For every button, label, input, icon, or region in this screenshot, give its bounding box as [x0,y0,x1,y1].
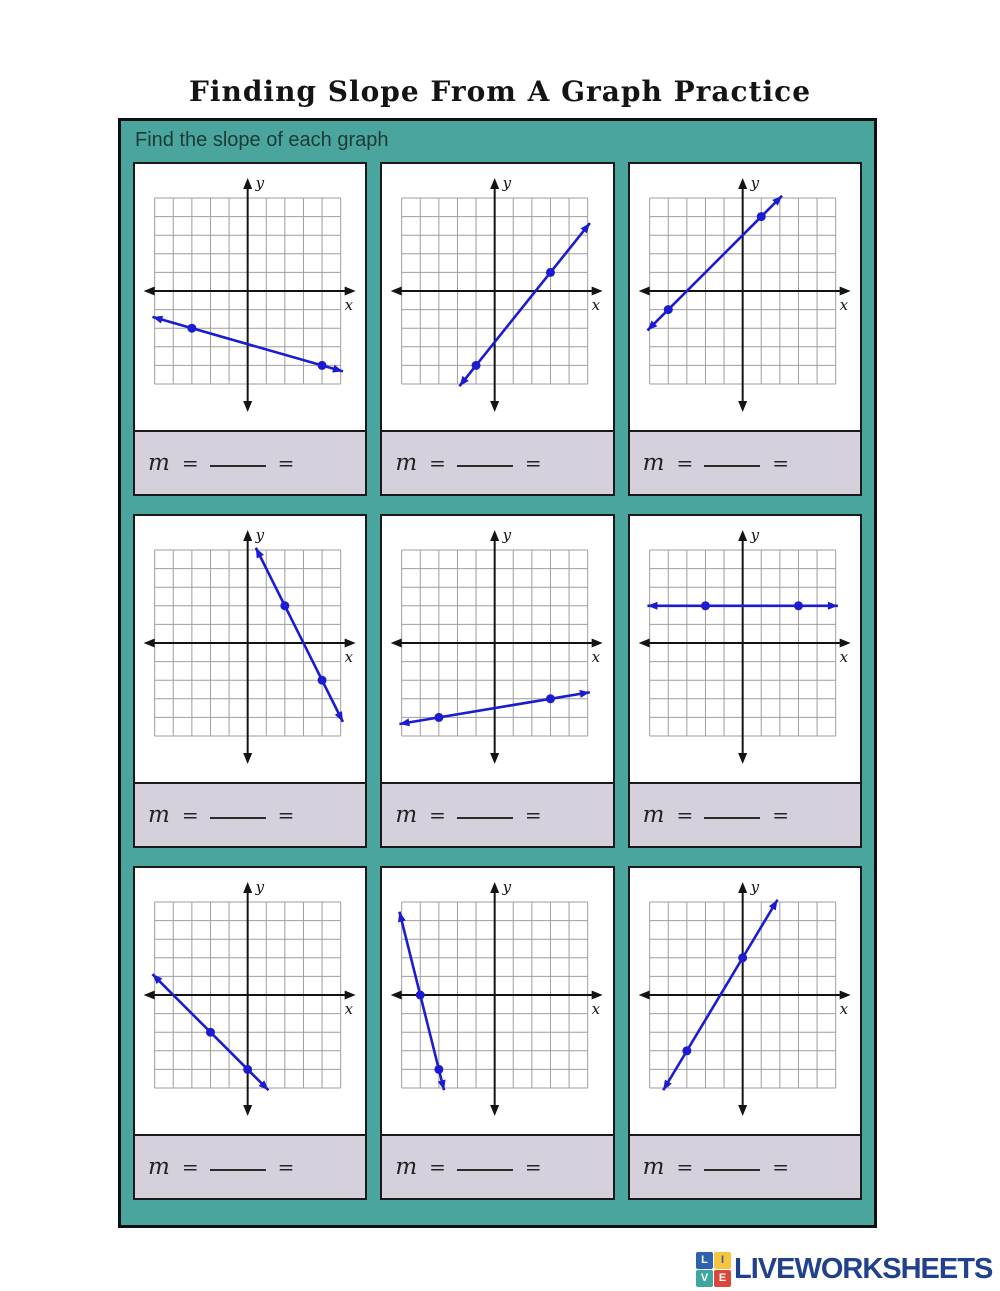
graph-plot [135,516,365,782]
svg-text:x: x [839,296,848,314]
graph-plot [382,164,612,430]
m-label: m [642,802,665,828]
equals-sign-2: = [772,1155,788,1179]
graph-plot [630,868,860,1134]
equals-sign: = [181,803,198,827]
svg-text:x: x [839,648,848,666]
graph-plot-area [135,164,365,430]
answer-strip [630,782,860,846]
cells-grid [133,162,862,1200]
svg-text:x: x [344,296,354,314]
answer-blank-line[interactable] [210,817,266,819]
answer-blank-line[interactable] [704,465,760,467]
answer-strip [630,430,860,494]
graph-plot-area [382,516,612,782]
equals-sign-2: = [524,803,541,827]
answer-strip [135,1134,365,1198]
graph-plot [382,516,612,782]
equals-sign-2: = [524,1155,541,1179]
svg-text:y: y [255,878,265,896]
svg-text:x: x [839,1000,848,1018]
logo-tile-e: E [714,1270,731,1287]
m-label: m [395,802,418,828]
graph-plot [630,164,860,430]
equals-sign: = [429,803,445,827]
equals-sign: = [676,451,693,475]
graph-plot-area [630,868,860,1134]
graph-plot [135,868,365,1134]
graph-cell [628,162,862,496]
graph-plot [382,868,612,1134]
graph-cell [628,514,862,848]
equals-sign: = [181,1155,198,1179]
answer-blank-line[interactable] [210,1169,266,1171]
liveworksheets-logo[interactable] [696,1249,992,1289]
svg-text:x: x [344,648,354,666]
answer-strip [382,782,612,846]
graph-plot-area [630,516,860,782]
m-label: m [148,450,170,476]
logo-text: LIVEWORKSHEETS [734,1252,993,1285]
logo-tile-i: I [714,1252,731,1269]
equals-sign: = [676,803,693,827]
svg-text:y: y [255,174,265,192]
m-label: m [148,1154,170,1180]
equals-sign-2: = [772,803,788,827]
answer-strip [135,430,365,494]
graph-plot-area [630,164,860,430]
m-label: m [642,1154,665,1180]
answer-blank-line[interactable] [704,1169,760,1171]
logo-tiles [696,1252,731,1287]
svg-text:x: x [591,296,601,314]
graph-cell [133,162,367,496]
svg-text:y: y [750,174,759,192]
instruction-label: Find the slope of each graph [135,129,389,151]
equals-sign-2: = [772,451,788,475]
graph-plot-area [135,868,365,1134]
equals-sign: = [429,451,445,475]
answer-strip [630,1134,860,1198]
equals-sign-2: = [277,451,294,475]
svg-text:y: y [750,878,759,896]
graph-cell [133,514,367,848]
worksheet-panel [118,118,877,1228]
m-label: m [642,450,665,476]
svg-text:y: y [502,878,512,896]
answer-blank-line[interactable] [210,465,266,467]
page-title: Finding Slope From A Graph Practice [188,74,812,108]
answer-blank-line[interactable] [457,1169,513,1171]
equals-sign: = [429,1155,445,1179]
svg-text:y: y [502,174,512,192]
m-label: m [148,802,170,828]
graph-plot-area [135,516,365,782]
graph-cell [380,162,614,496]
graph-plot [135,164,365,430]
svg-text:y: y [255,526,265,544]
graph-plot-area [382,868,612,1134]
svg-text:y: y [750,526,759,544]
answer-strip [135,782,365,846]
equals-sign: = [676,1155,693,1179]
logo-tile-v: V [696,1270,713,1287]
answer-blank-line[interactable] [457,465,513,467]
graph-cell [380,514,614,848]
equals-sign-2: = [277,803,294,827]
graph-cell [628,866,862,1200]
equals-sign: = [181,451,198,475]
svg-text:y: y [502,526,512,544]
answer-strip [382,430,612,494]
graph-plot-area [382,164,612,430]
equals-sign-2: = [277,1155,294,1179]
answer-blank-line[interactable] [704,817,760,819]
svg-text:x: x [591,648,601,666]
graph-cell [380,866,614,1200]
graph-cell [133,866,367,1200]
answer-strip [382,1134,612,1198]
equals-sign-2: = [524,451,541,475]
svg-text:x: x [591,1000,601,1018]
answer-blank-line[interactable] [457,817,513,819]
logo-tile-l: L [696,1252,713,1269]
graph-plot [630,516,860,782]
m-label: m [395,1154,418,1180]
m-label: m [395,450,418,476]
svg-text:x: x [344,1000,354,1018]
